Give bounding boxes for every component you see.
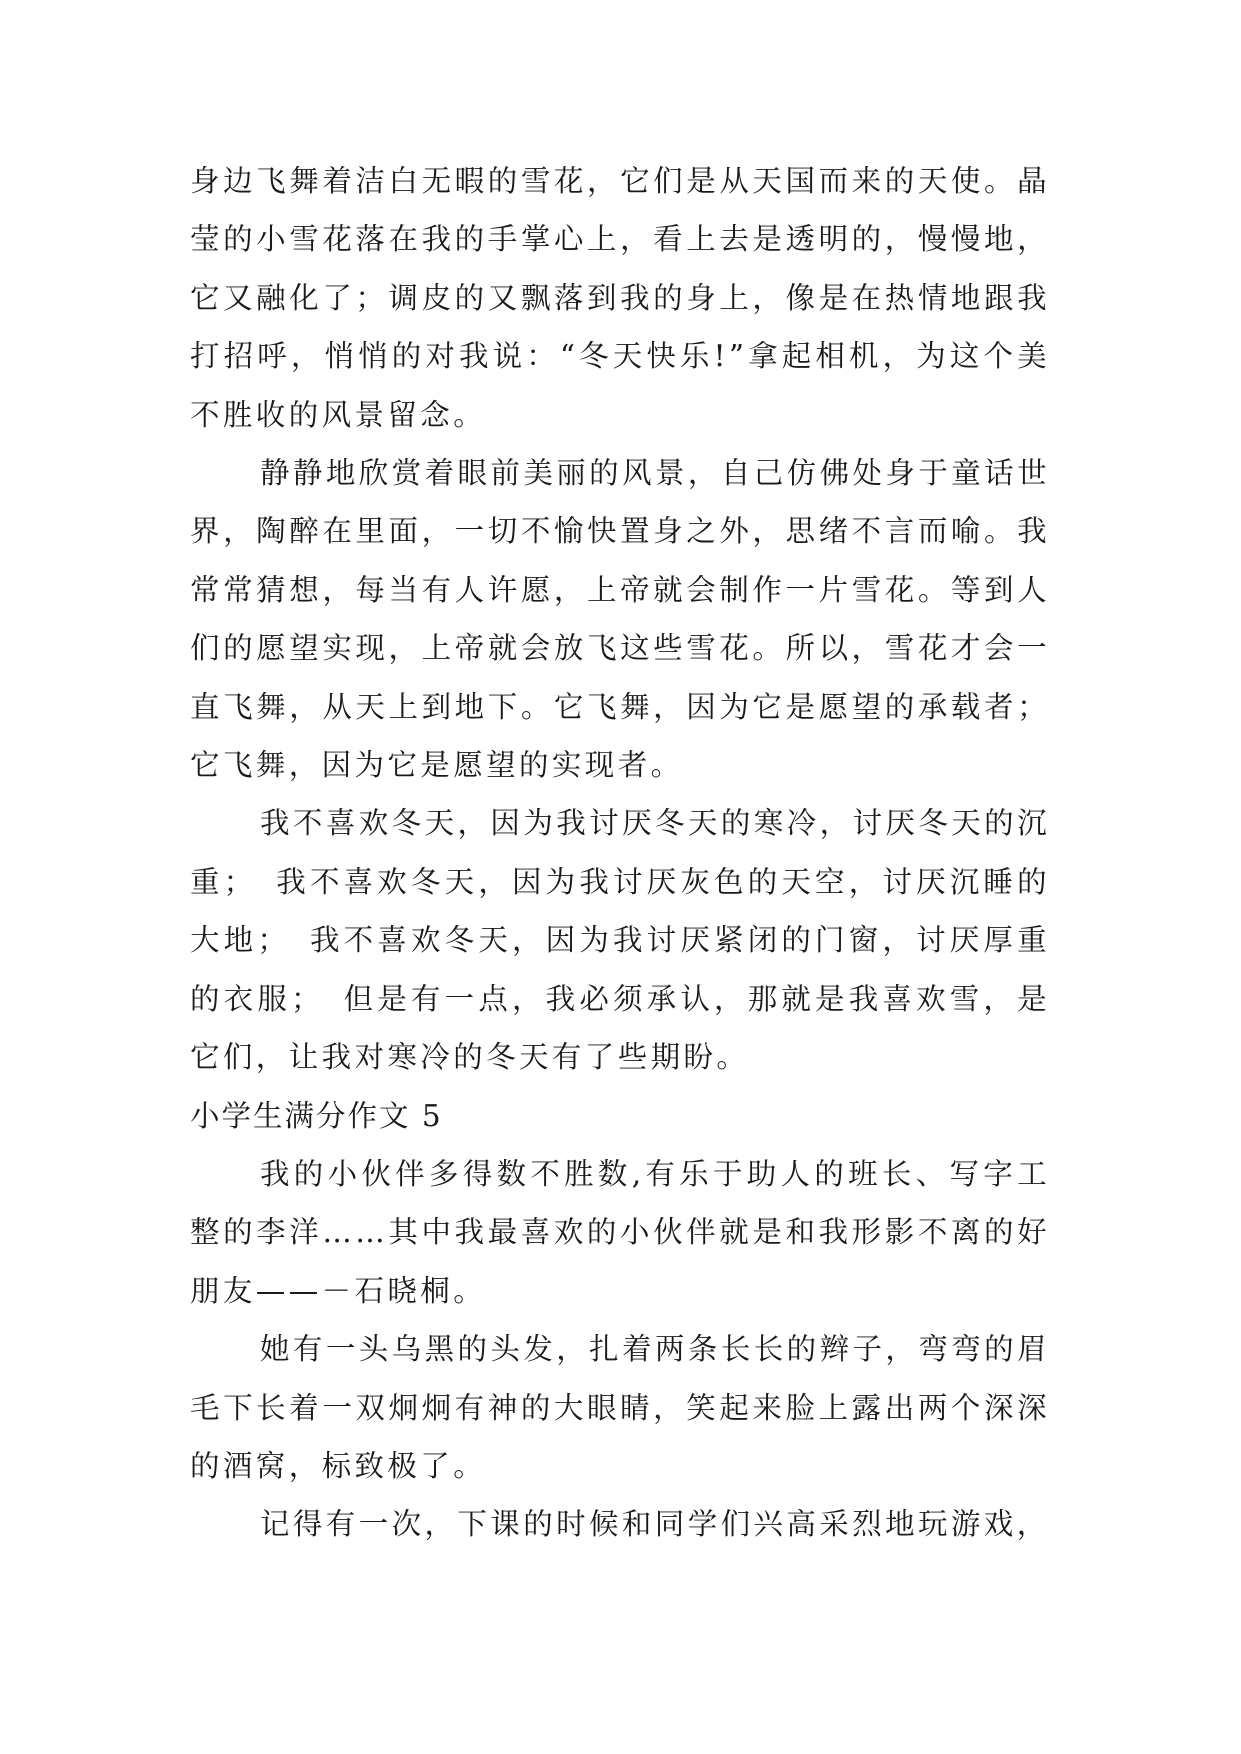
paragraph-snowflakes: 身边飞舞着洁白无暇的雪花，它们是从天国而来的天使。晶莹的小雪花落在我的手掌心上，看上去是透明的，慢慢地，它又融化了；调皮的又飘落到我的身上，像是在热情地跟我打招呼，悄悄的对我说：“冬天快乐!”拿起相机，为这个美不胜收的风景留念。 (190, 164, 1050, 432)
paragraph-friends: 我的小伙伴多得数不胜数,有乐于助人的班长、写字工整的李洋……其中我最喜欢的小伙伴就是和我形影不离的好朋友——－石晓桐。 (190, 1156, 1050, 1308)
document-page (190, 152, 1050, 1554)
paragraph-winter: 我不喜欢冬天，因为我讨厌冬天的寒冷，讨厌冬天的沉重； 我不喜欢冬天，因为我讨厌灰色的天空，讨厌沉睡的大地； 我不喜欢冬天，因为我讨厌紧闭的门窗，讨厌厚重的衣服； 但是有一点，我必须承认，那就是我喜欢雪，是它们，让我对寒冷的冬天有了些期盼。 (190, 806, 1050, 1075)
paragraph-fairytale: 静静地欣赏着眼前美丽的风景，自己仿佛处身于童话世界，陶醉在里面，一切不愉快置身之外，思绪不言而喻。我常常猜想，每当有人许愿，上帝就会制作一片雪花。等到人们的愿望实现，上帝就会放飞这些雪花。所以，雪花才会一直飞舞，从天上到地下。它飞舞，因为它是愿望的承载者；它飞舞，因为它是愿望的实现者。 (190, 456, 1050, 783)
paragraph-memory: 记得有一次，下课的时候和同学们兴高采烈地玩游戏， (260, 1507, 1050, 1542)
paragraph-appearance: 她有一头乌黑的头发，扎着两条长长的辫子，弯弯的眉毛下长着一双炯炯有神的大眼睛，笑起来脸上露出两个深深的酒窝，标致极了。 (190, 1332, 1050, 1483)
section-title: 小学生满分作文 5 (190, 1098, 443, 1133)
